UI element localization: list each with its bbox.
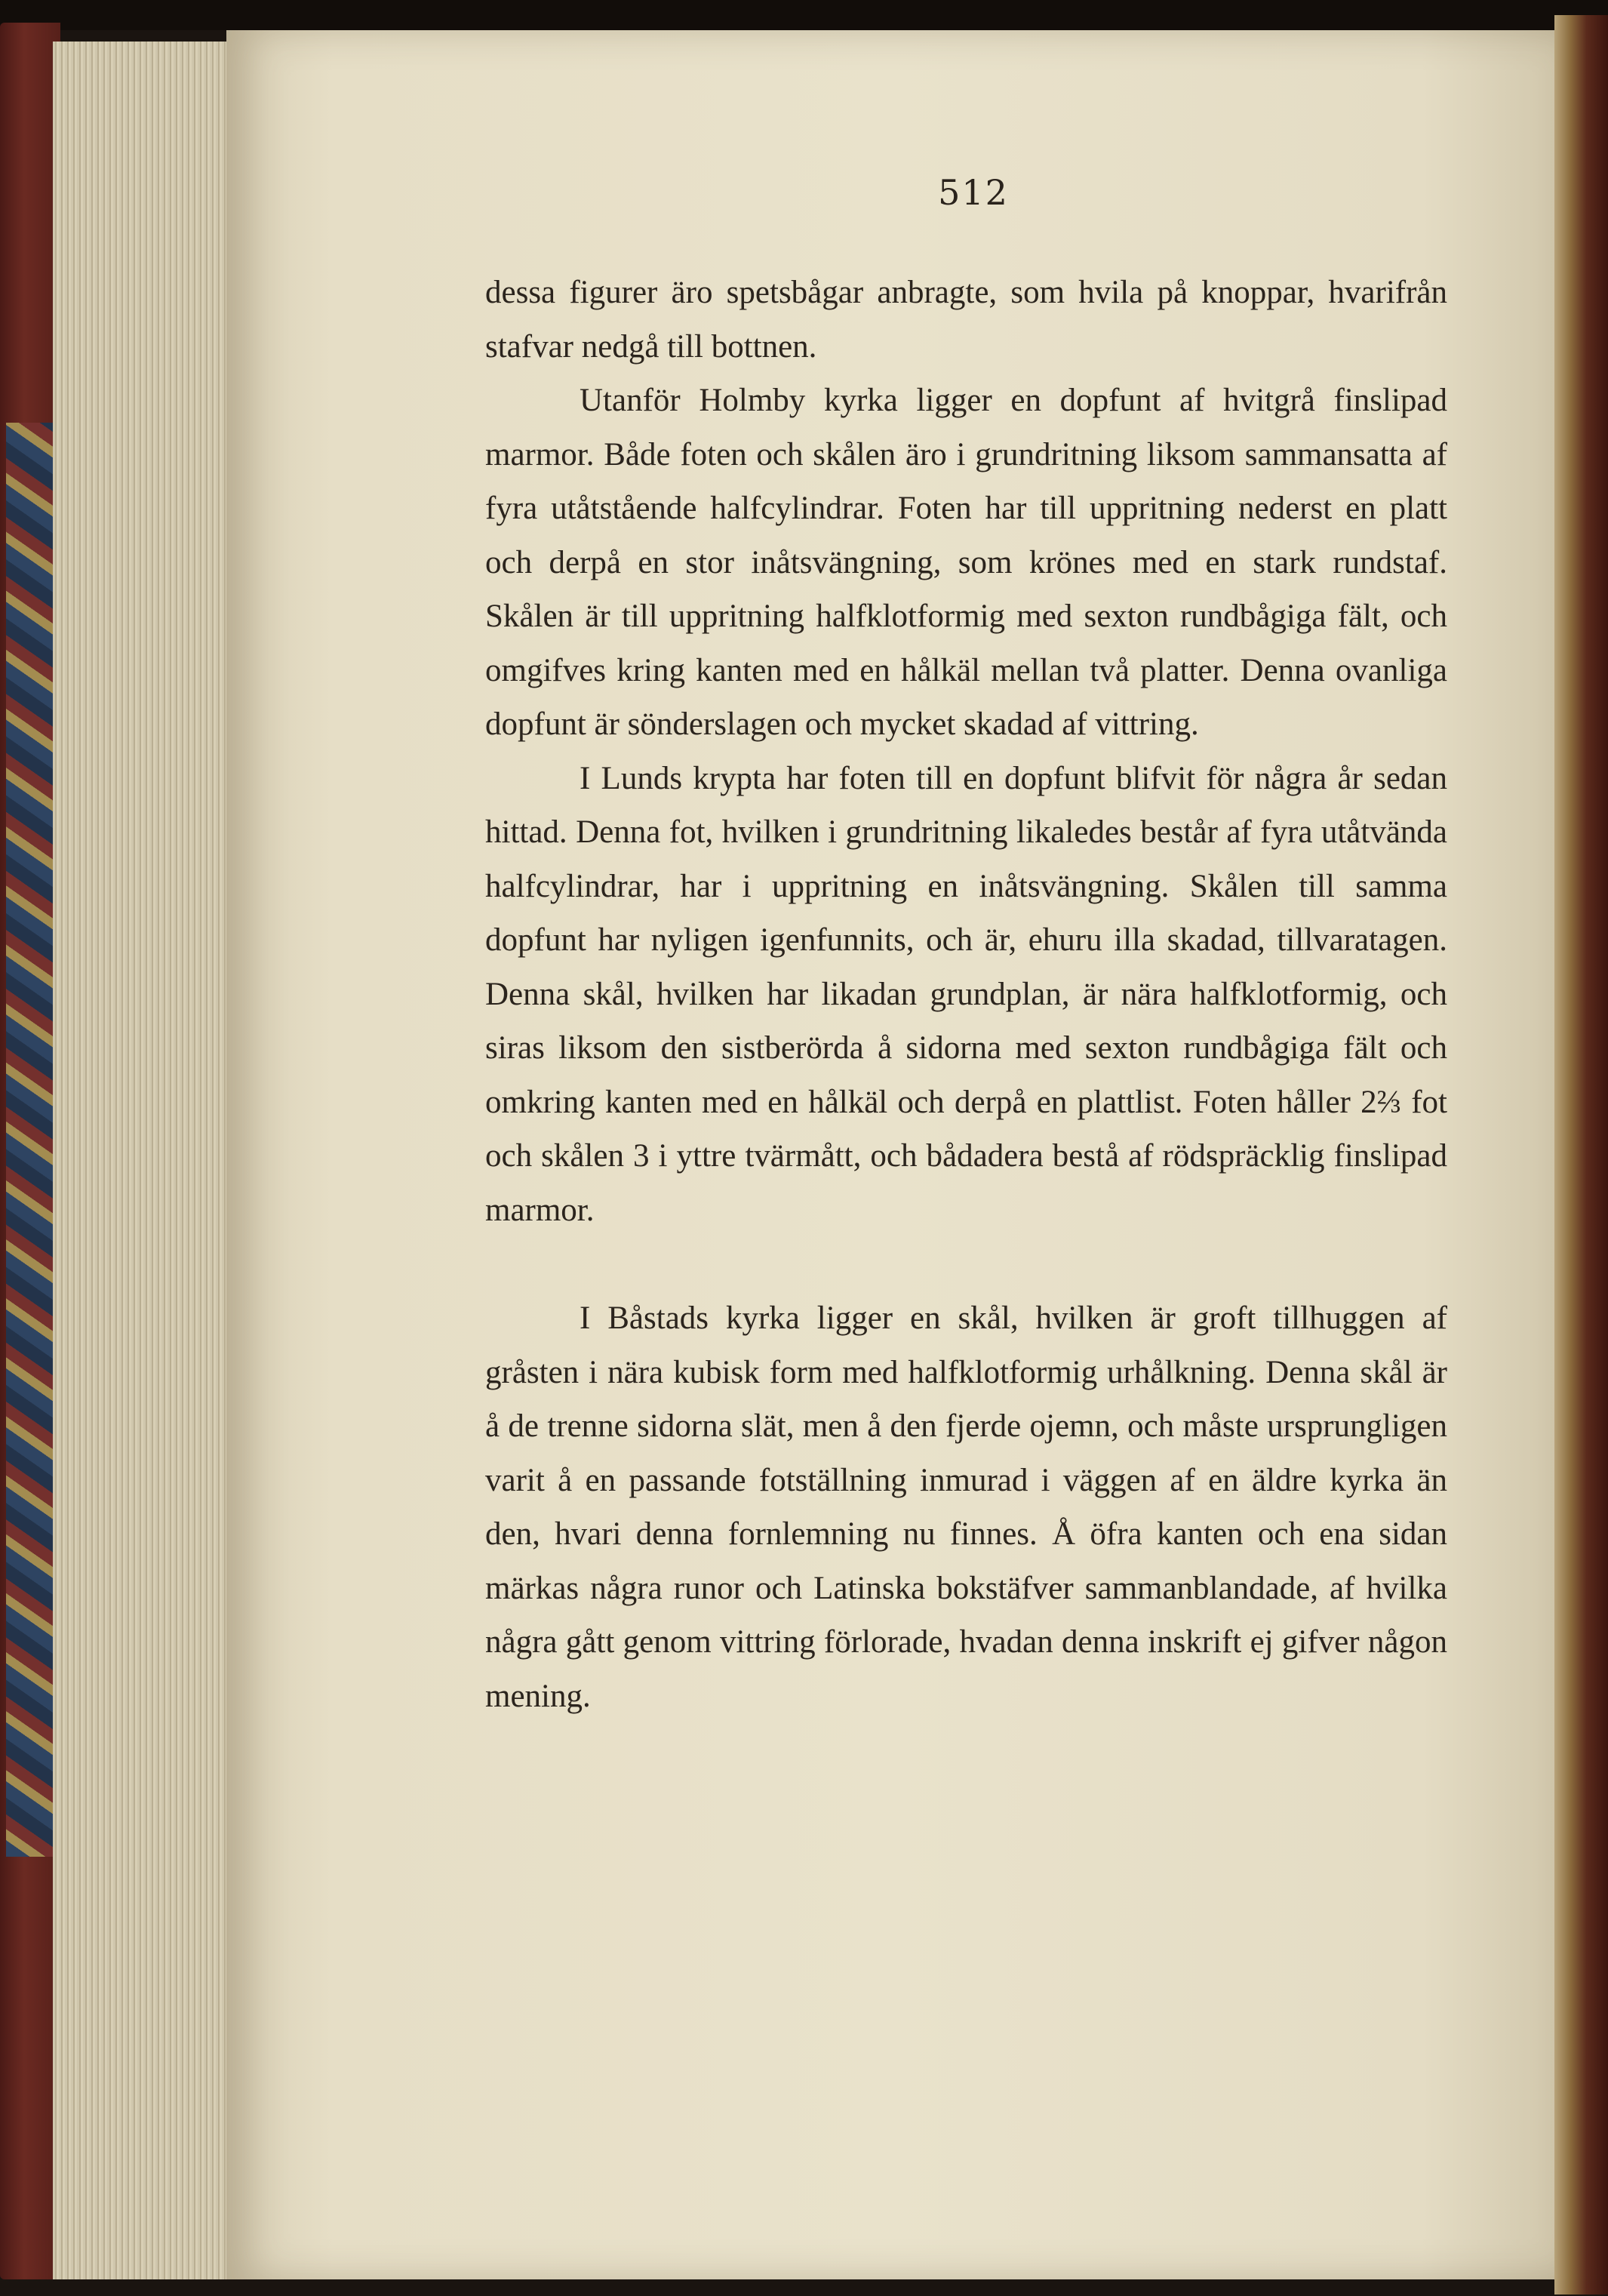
section-gap [485, 1237, 1447, 1291]
page-text [485, 266, 1447, 1723]
paragraph-4: I Båstads kyrka ligger en skål, hvilken är groft tillhuggen af gråsten i nära kubisk form med halfklotformig urhålkning. Denna skål är å de trenne sidorna slät, men å den fjerde ojemn, och måste ursprungligen varit å en passande fotställning inmurad i väggen af en äldre kyrka än den, hvari denna fornlemning nu finnes. Å öfra kanten och ena sidan märkas några runor och Latinska bokstäfver sammanblandade, af hvilka några gått genom vittring förlorade, hvadan denna inskrift ej gifver någon mening. [485, 1300, 1447, 1714]
paragraph-3: I Lunds krypta har foten till en dopfunt blifvit för några år sedan hittad. Denna fot, hvilken i grundritning likaledes består af fyra utåtvända halfcylindrar, har i uppritning en inåtsvängning. Skålen till samma dopfunt har nyligen igenfunnits, och är, ehuru illa skadad, tillvaratagen. Denna skål, hvilken har likadan grundplan, är nära halfklotformig, och siras liksom den sistberörda å sidorna med sexton rundbågiga fält och omkring kanten med en hålkäl och derpå en plattlist. Foten håller 2⅔ fot och skålen 3 i yttre tvärmått, och bådadera bestå af rödspräcklig finslipad marmor. [485, 760, 1447, 1228]
book-cover-right [1554, 15, 1608, 2294]
paragraph-2: Utanför Holmby kyrka ligger en dopfunt af hvitgrå finslipad marmor. Både foten och skålen äro i grundritning liksom sammansatta af fyra utåtstående halfcylindrar. Foten har till uppritning nederst en platt och derpå en stor inåtsvängning, som krönes med en stark rundstaf. Skålen är till uppritning halfklotformig med sexton rundbågiga fält, och omgifves kring kanten med en hålkäl mellan två platter. Denna ovanliga dopfunt är sönderslagen och mycket skadad af vittring. [485, 383, 1447, 742]
page-number: 512 [938, 172, 1009, 213]
marbled-endpaper [6, 423, 59, 1857]
paragraph-1: dessa figurer äro spetsbågar anbragte, som hvila på knoppar, hvarifrån stafvar nedgå till bottnen. [485, 275, 1447, 365]
background-top [0, 0, 1608, 30]
page-edges [53, 42, 241, 2279]
